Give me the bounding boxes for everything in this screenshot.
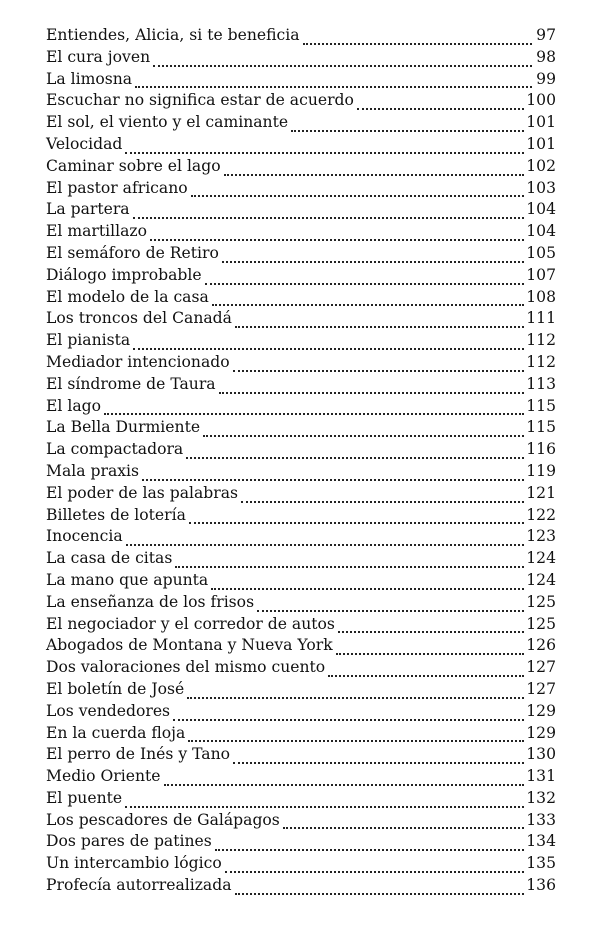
toc-entry bbox=[46, 243, 556, 265]
toc-entry-title: Dos pares de patines bbox=[46, 832, 212, 851]
toc-entry bbox=[46, 570, 556, 592]
toc-entry-page: 135 bbox=[526, 854, 556, 873]
toc-dot-leader bbox=[222, 245, 524, 263]
toc-dot-leader bbox=[235, 877, 525, 895]
toc-entry-page: 103 bbox=[526, 178, 556, 197]
toc-entry bbox=[46, 265, 556, 287]
toc-entry-title: El síndrome de Taura bbox=[46, 374, 216, 393]
toc-entry-page: 127 bbox=[526, 658, 556, 677]
toc-dot-leader bbox=[186, 441, 524, 459]
toc-entry-page: 123 bbox=[526, 527, 556, 546]
toc-dot-leader bbox=[125, 136, 524, 154]
toc-dot-leader bbox=[224, 158, 525, 176]
toc-entry-title: Un intercambio lógico bbox=[46, 854, 222, 873]
toc-entry-page: 104 bbox=[526, 200, 556, 219]
toc-entry bbox=[46, 635, 556, 657]
toc-dot-leader bbox=[328, 659, 524, 677]
toc-entry-page: 112 bbox=[526, 331, 556, 350]
toc-entry-page: 130 bbox=[526, 745, 556, 764]
toc-dot-leader bbox=[175, 550, 524, 568]
toc-entry-page: 97 bbox=[536, 26, 556, 44]
toc-entry bbox=[46, 831, 556, 853]
toc-entry bbox=[46, 199, 556, 221]
toc-entry-title: El modelo de la casa bbox=[46, 287, 209, 306]
toc-entry-page: 125 bbox=[526, 592, 556, 611]
toc-entry-page: 99 bbox=[536, 69, 556, 88]
toc-entry-title: Diálogo improbable bbox=[46, 265, 202, 284]
toc-entry-title: El boletín de José bbox=[46, 679, 185, 698]
toc-entry bbox=[46, 526, 556, 548]
toc-entry-page: 129 bbox=[526, 723, 556, 742]
toc-entry-page: 104 bbox=[526, 222, 556, 241]
toc-entry bbox=[46, 875, 556, 897]
toc-dot-leader bbox=[150, 223, 524, 241]
toc-entry-title: La partera bbox=[46, 200, 130, 219]
toc-dot-leader bbox=[203, 420, 524, 438]
toc-entry-title: El lago bbox=[46, 396, 101, 415]
toc-entry bbox=[46, 701, 556, 723]
toc-dot-leader bbox=[135, 71, 532, 89]
toc-dot-leader bbox=[233, 747, 524, 765]
toc-dot-leader bbox=[188, 725, 524, 743]
toc-entry-page: 111 bbox=[526, 309, 556, 328]
toc-dot-leader bbox=[189, 507, 524, 525]
toc-entry-title: El cura joven bbox=[46, 47, 151, 66]
toc-dot-leader bbox=[291, 114, 524, 132]
toc-entry-page: 116 bbox=[526, 440, 556, 459]
toc-entry-page: 121 bbox=[526, 483, 556, 502]
toc-entry-title: La compactadora bbox=[46, 440, 184, 459]
toc-entry-title: El perro de Inés y Tano bbox=[46, 745, 231, 764]
toc-entry-title: Billetes de lotería bbox=[46, 505, 186, 524]
toc-entry-page: 124 bbox=[526, 549, 556, 568]
toc-entry bbox=[46, 25, 556, 47]
toc-entry-page: 132 bbox=[526, 788, 556, 807]
toc-dot-leader bbox=[257, 594, 524, 612]
toc-dot-leader bbox=[283, 812, 524, 830]
toc-entry bbox=[46, 614, 556, 636]
toc-dot-leader bbox=[212, 289, 524, 307]
toc-entry-title: Los pescadores de Galápagos bbox=[46, 810, 280, 829]
toc-dot-leader bbox=[219, 376, 525, 394]
toc-entry-title: El martillazo bbox=[46, 222, 147, 241]
toc-entry-page: 101 bbox=[526, 134, 556, 153]
toc-entry-title: El sol, el viento y el caminante bbox=[46, 113, 289, 132]
toc-entry-title: Abogados de Montana y Nueva York bbox=[46, 636, 333, 655]
toc-dot-leader bbox=[173, 703, 524, 721]
toc-entry bbox=[46, 439, 556, 461]
toc-dot-leader bbox=[303, 27, 532, 45]
toc-entry bbox=[46, 112, 556, 134]
toc-entry bbox=[46, 352, 556, 374]
toc-entry-page: 119 bbox=[526, 461, 556, 480]
toc-entry-title: El pastor africano bbox=[46, 178, 188, 197]
toc-entry-title: El semáforo de Retiro bbox=[46, 243, 219, 262]
toc-entry-title: Mediador intencionado bbox=[46, 352, 230, 371]
toc-entry bbox=[46, 417, 556, 439]
toc-entry-title: La casa de citas bbox=[46, 549, 173, 568]
toc-entry bbox=[46, 287, 556, 309]
toc-dot-leader bbox=[133, 332, 524, 350]
toc-entry bbox=[46, 766, 556, 788]
toc-dot-leader bbox=[235, 311, 524, 329]
toc-dot-leader bbox=[241, 485, 524, 503]
toc-entry-title: Entiendes, Alicia, si te beneficia bbox=[46, 26, 300, 44]
toc-entry-page: 127 bbox=[526, 679, 556, 698]
toc-entry-page: 101 bbox=[526, 113, 556, 132]
toc-dot-leader bbox=[215, 834, 524, 852]
toc-entry-title: El poder de las palabras bbox=[46, 483, 239, 502]
toc-entry-page: 100 bbox=[526, 91, 556, 110]
toc-entry bbox=[46, 744, 556, 766]
toc-dot-leader bbox=[142, 463, 524, 481]
toc-dot-leader bbox=[187, 681, 524, 699]
toc-dot-leader bbox=[357, 93, 524, 111]
toc-entry bbox=[46, 396, 556, 418]
toc-entry-title: Velocidad bbox=[46, 134, 123, 153]
toc-dot-leader bbox=[336, 638, 525, 656]
toc-entry-page: 102 bbox=[526, 156, 556, 175]
toc-entry-page: 112 bbox=[526, 352, 556, 371]
toc-entry bbox=[46, 788, 556, 810]
toc-entry-title: La enseñanza de los frisos bbox=[46, 592, 255, 611]
toc-entry bbox=[46, 308, 556, 330]
toc-entry-page: 129 bbox=[526, 701, 556, 720]
toc-entry-page: 113 bbox=[526, 374, 556, 393]
toc-entry-title: La Bella Durmiente bbox=[46, 418, 201, 437]
table-of-contents bbox=[46, 25, 556, 897]
toc-entry-page: 122 bbox=[526, 505, 556, 524]
toc-entry bbox=[46, 178, 556, 200]
toc-dot-leader bbox=[211, 572, 524, 590]
toc-dot-leader bbox=[153, 49, 532, 67]
toc-entry-page: 108 bbox=[526, 287, 556, 306]
toc-entry-page: 105 bbox=[526, 243, 556, 262]
toc-entry-page: 124 bbox=[526, 570, 556, 589]
toc-dot-leader bbox=[133, 202, 525, 220]
toc-entry-page: 107 bbox=[526, 265, 556, 284]
toc-entry-title: Medio Oriente bbox=[46, 767, 161, 786]
toc-entry bbox=[46, 221, 556, 243]
toc-entry-title: Profecía autorrealizada bbox=[46, 876, 232, 895]
toc-dot-leader bbox=[125, 790, 524, 808]
toc-entry-page: 98 bbox=[536, 47, 556, 66]
toc-entry-title: La limosna bbox=[46, 69, 133, 88]
toc-entry bbox=[46, 679, 556, 701]
toc-dot-leader bbox=[338, 616, 524, 634]
toc-dot-leader bbox=[225, 855, 525, 873]
toc-entry-title: Inocencia bbox=[46, 527, 123, 546]
toc-entry bbox=[46, 723, 556, 745]
toc-entry-page: 115 bbox=[526, 396, 556, 415]
toc-entry-title: El negociador y el corredor de autos bbox=[46, 614, 335, 633]
toc-entry bbox=[46, 657, 556, 679]
toc-entry-title: El pianista bbox=[46, 331, 131, 350]
toc-entry bbox=[46, 47, 556, 69]
toc-entry-page: 126 bbox=[526, 636, 556, 655]
toc-entry bbox=[46, 853, 556, 875]
toc-entry-title: Caminar sobre el lago bbox=[46, 156, 221, 175]
toc-dot-leader bbox=[191, 180, 525, 198]
toc-entry-title: Dos valoraciones del mismo cuento bbox=[46, 658, 326, 677]
toc-entry bbox=[46, 69, 556, 91]
toc-entry-title: Los troncos del Canadá bbox=[46, 309, 232, 328]
toc-dot-leader bbox=[205, 267, 525, 285]
toc-entry bbox=[46, 330, 556, 352]
toc-entry bbox=[46, 548, 556, 570]
toc-entry-page: 136 bbox=[526, 876, 556, 895]
toc-entry bbox=[46, 134, 556, 156]
toc-entry-title: Escuchar no significa estar de acuerdo bbox=[46, 91, 354, 110]
toc-entry-title: En la cuerda floja bbox=[46, 723, 186, 742]
toc-entry-title: Mala praxis bbox=[46, 461, 140, 480]
toc-entry bbox=[46, 483, 556, 505]
toc-entry bbox=[46, 810, 556, 832]
toc-entry-title: Los vendedores bbox=[46, 701, 171, 720]
toc-entry bbox=[46, 156, 556, 178]
toc-entry-page: 134 bbox=[526, 832, 556, 851]
toc-entry-page: 125 bbox=[526, 614, 556, 633]
toc-entry-title: El puente bbox=[46, 788, 123, 807]
toc-entry-page: 131 bbox=[526, 767, 556, 786]
toc-entry bbox=[46, 505, 556, 527]
toc-dot-leader bbox=[233, 354, 525, 372]
toc-entry bbox=[46, 90, 556, 112]
toc-entry bbox=[46, 374, 556, 396]
toc-dot-leader bbox=[104, 398, 524, 416]
toc-dot-leader bbox=[164, 768, 525, 786]
toc-entry-title: La mano que apunta bbox=[46, 570, 209, 589]
toc-entry-page: 133 bbox=[526, 810, 556, 829]
toc-dot-leader bbox=[126, 529, 525, 547]
toc-entry-page: 115 bbox=[526, 418, 556, 437]
toc-entry bbox=[46, 592, 556, 614]
toc-entry bbox=[46, 461, 556, 483]
